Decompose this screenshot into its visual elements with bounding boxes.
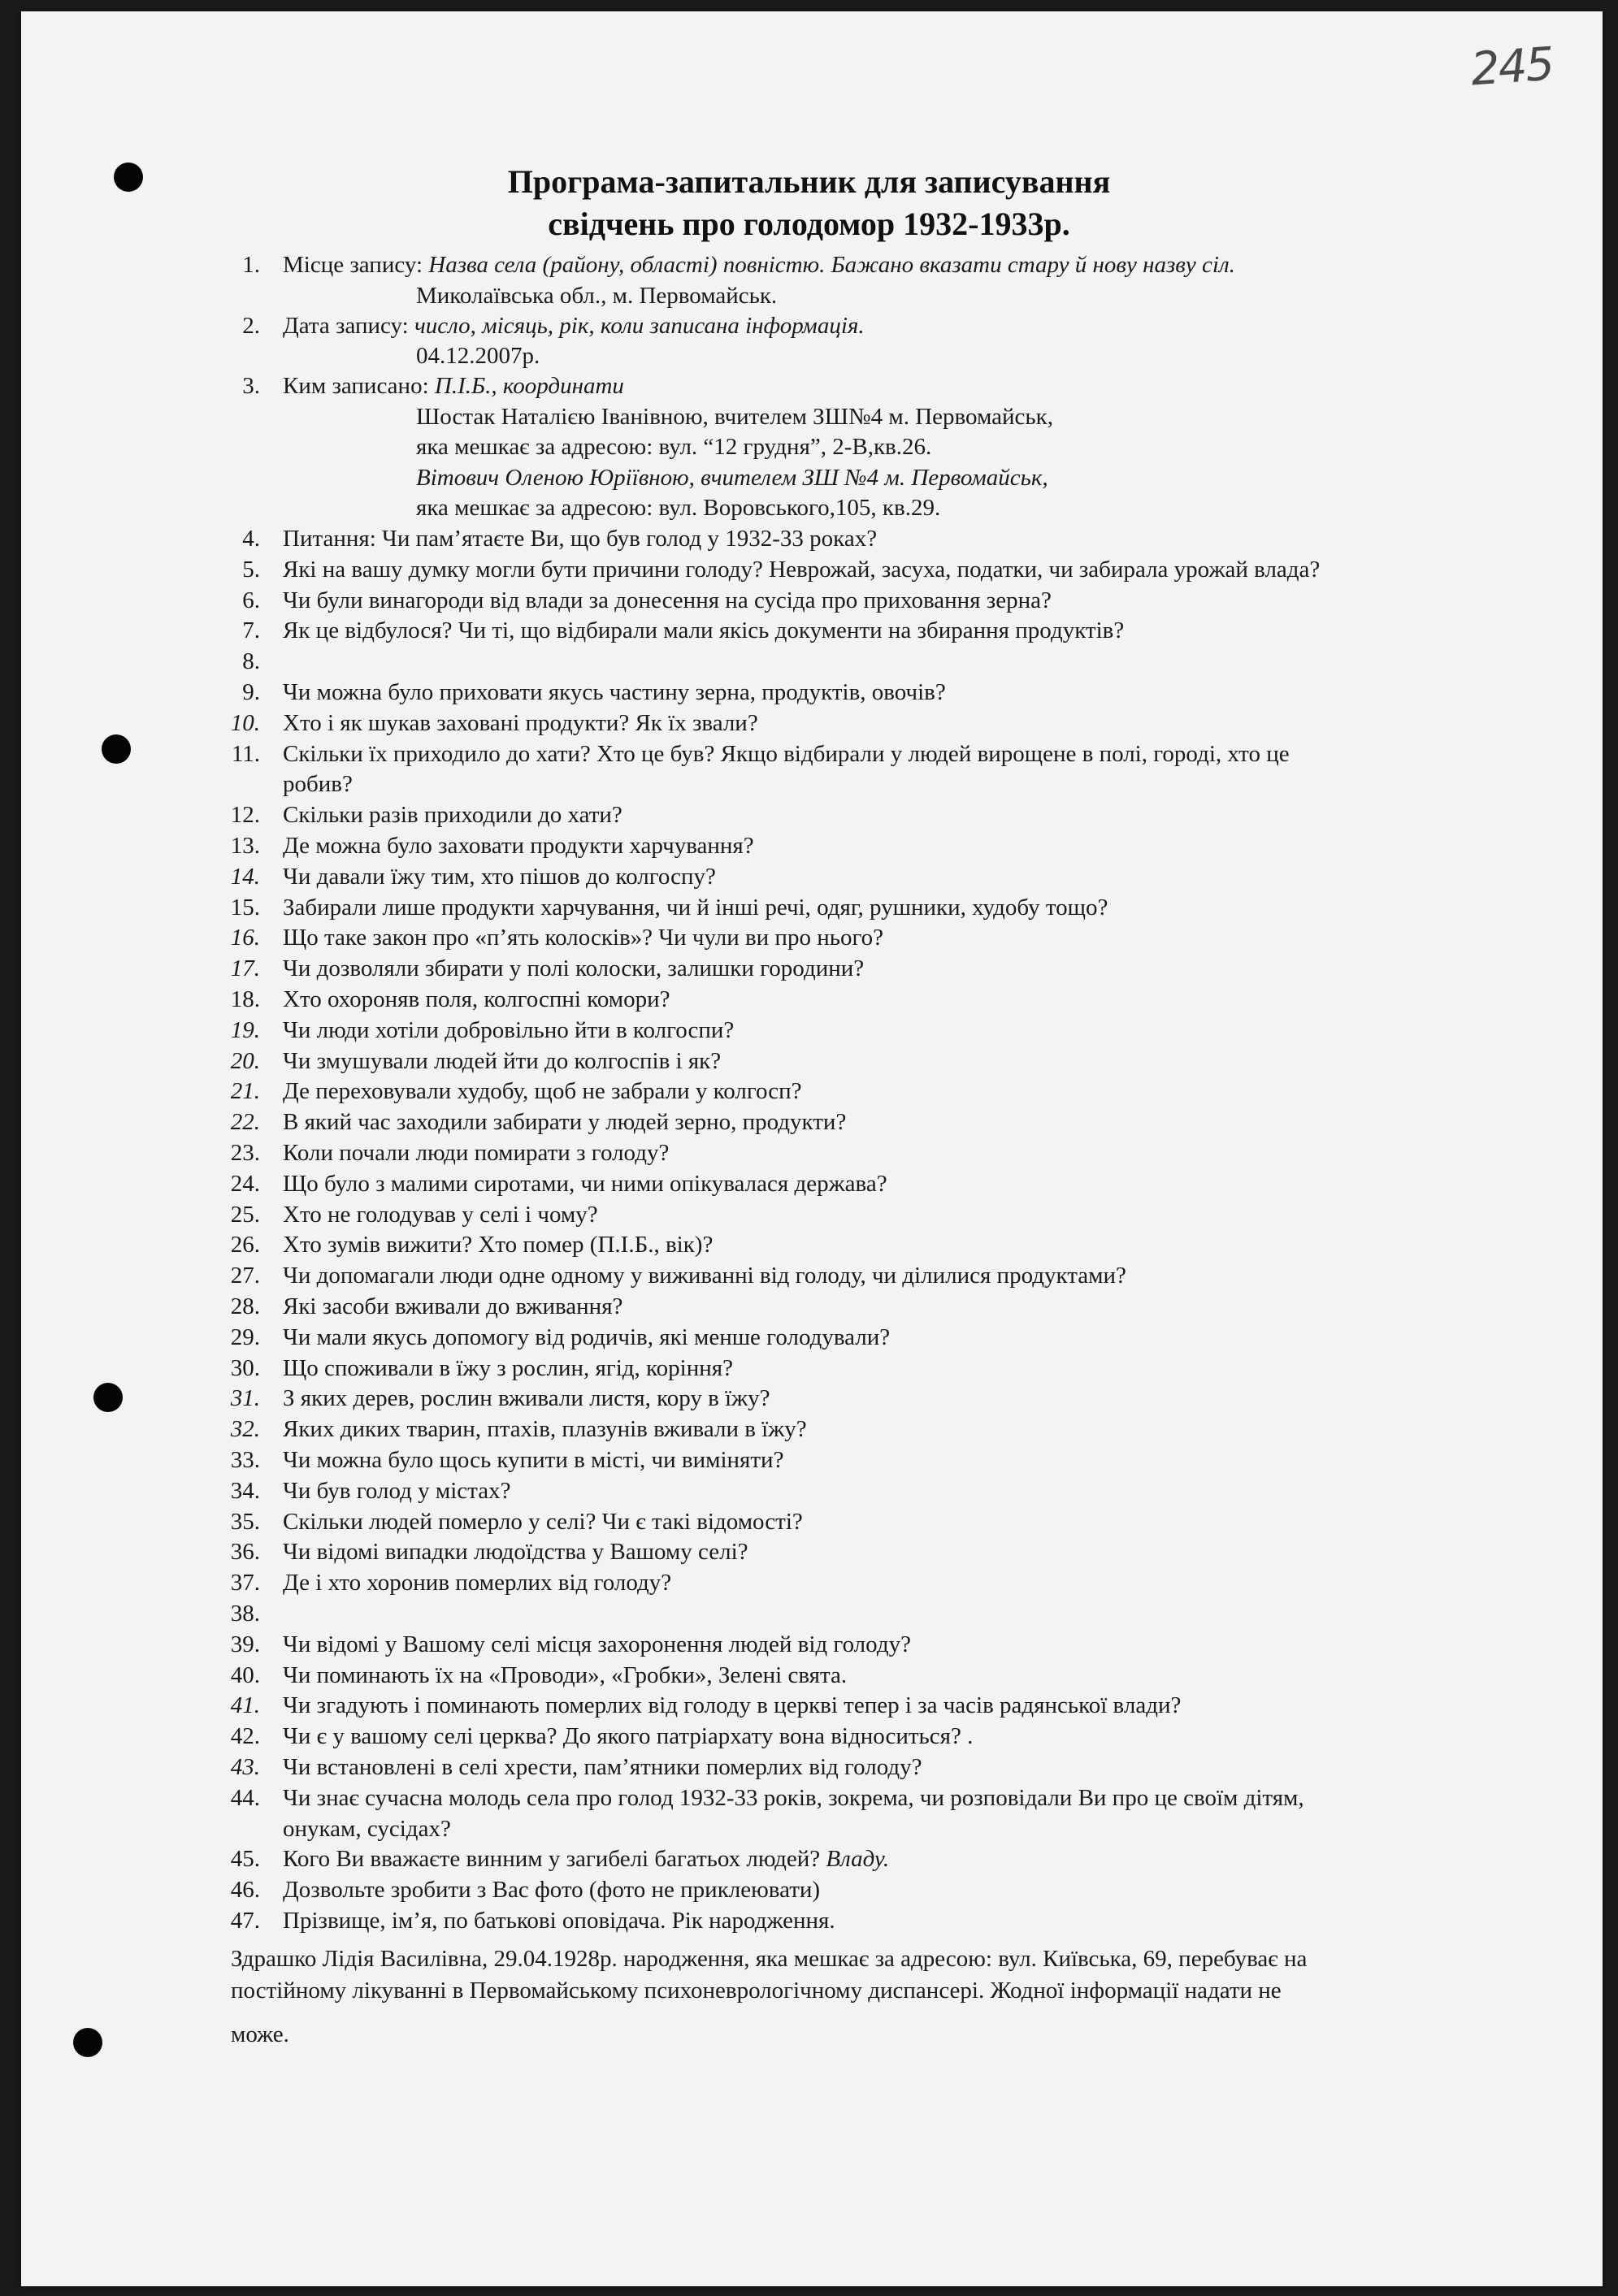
question-text-main: Чи люди хотіли добровільно йти в колгоспи? — [283, 1016, 735, 1043]
question-text — [283, 1322, 890, 1353]
question-text-main: Скільки разів приходили до хати? — [283, 802, 622, 829]
question-number: 36. — [230, 1539, 260, 1566]
question-number: 7. — [242, 617, 260, 644]
question-number: 47. — [230, 1908, 260, 1934]
question-text-main: Чи дозволяли збирати у полі колоски, залишки городини? — [283, 955, 865, 982]
question-number: 27. — [230, 1263, 260, 1289]
question-text-main: Що споживали в їжу з рослин, ягід, коріння? — [283, 1354, 733, 1381]
question-text-continuation: робив? — [283, 771, 353, 798]
question-number: 34. — [230, 1477, 260, 1504]
question-text-main: Чи допомагали люди одне одному у виживанні від голоду, чи ділилися продуктами? — [283, 1263, 1126, 1289]
item-number: 2. — [242, 313, 260, 339]
question-text — [283, 1536, 748, 1567]
item-number: 3. — [242, 373, 260, 399]
question-text-main: Чи мали якусь допомогу від родичів, які менше голодували? — [283, 1323, 891, 1350]
question-text — [283, 799, 622, 830]
question-text — [283, 708, 758, 739]
question-text — [283, 953, 864, 984]
recorder-line: Шостак Наталією Іванівною, вчителем ЗШ№4 м. Первомайськ, — [416, 404, 1053, 430]
question-text — [283, 554, 1320, 585]
question-text — [283, 1475, 510, 1506]
question-number: 19. — [230, 1016, 260, 1043]
question-text — [283, 1874, 820, 1905]
question-text-main: Яких диких тварин, птахів, плазунів вживали в їжу? — [283, 1416, 807, 1443]
question-number: 18. — [230, 986, 260, 1012]
question-text-main: Кого Ви вважаєте винним у загибелі багатьох людей? — [283, 1846, 826, 1873]
question-number: 15. — [230, 894, 260, 921]
question-text-main: Прізвище, ім’я, по батькові оповідача. Рік народження. — [283, 1908, 835, 1934]
question-text — [283, 1168, 887, 1199]
question-number: 16. — [230, 925, 260, 951]
question-text-main: Чи можна було приховати якусь частину зерна, продуктів, овочів? — [283, 679, 946, 705]
item-label: Місце запису: — [283, 252, 429, 278]
question-text-main: Коли почали люди помирати з голоду? — [283, 1140, 670, 1166]
item-label: Дата запису: — [283, 313, 414, 339]
question-number: 35. — [230, 1508, 260, 1535]
question-number: 22. — [230, 1109, 260, 1136]
question-number: 4. — [242, 526, 260, 552]
question-text — [283, 1721, 973, 1752]
recorder-line: яка мешкає за адресою: вул. “12 грудня”, 2-В,кв.26. — [416, 434, 932, 460]
question-text — [283, 1414, 807, 1445]
question-text — [283, 677, 946, 708]
question-text-main: Чи відомі у Вашому селі місця захоронення людей від голоду? — [283, 1631, 911, 1657]
question-text — [283, 830, 754, 861]
question-number: 6. — [242, 587, 260, 613]
closing-text-line: постійному лікуванні в Первомайському психоневрологічному диспансері. Жодної інформації надати не — [231, 1978, 1282, 2004]
question-text — [283, 523, 877, 554]
question-text-main: Які на вашу думку могли бути причини голоду? Неврожай, засуха, податки, чи забирала урожай влада? — [283, 556, 1321, 583]
question-text — [283, 1905, 835, 1936]
question-text-main: Що таке закон про «п’ять колосків»? Чи чули ви про нього? — [283, 925, 883, 951]
question-text-main: Які засоби вживали до вживання? — [283, 1293, 623, 1319]
closing-text-line: Здрашко Лідія Василівна, 29.04.1928р. народження, яка мешкає за адресою: вул. Київська, 69, перебуває на — [231, 1946, 1308, 1972]
header-item-record-place — [283, 249, 1235, 280]
question-text — [283, 1660, 847, 1691]
question-text-main: Хто не голодував у селі і чому? — [283, 1201, 598, 1228]
question-number: 9. — [242, 679, 260, 705]
item-value: Миколаївська обл., м. Первомайськ. — [416, 283, 778, 309]
document-title-line1: Програма-запитальник для записування — [507, 163, 1111, 200]
question-text-main: Де переховували худобу, щоб не забрали у колгосп? — [283, 1078, 802, 1105]
page-number: 245 — [1468, 37, 1555, 97]
question-text — [283, 1783, 1304, 1813]
question-text-main: Чи були винагороди від влади за донесення на сусіда про приховання зерна? — [283, 587, 1052, 613]
question-number: 17. — [230, 955, 260, 982]
question-text — [283, 1046, 721, 1077]
question-text — [283, 861, 716, 892]
question-number: 12. — [230, 802, 260, 829]
question-text-main: Чи змушували людей йти до колгоспів і як? — [283, 1047, 722, 1074]
question-text — [283, 1629, 911, 1660]
item-hint: число, місяць, рік, коли записана інформація. — [414, 313, 865, 339]
question-text-main: Де і хто хоронив померлих від голоду? — [283, 1570, 672, 1596]
question-number: 46. — [230, 1877, 260, 1904]
question-number: 25. — [230, 1201, 260, 1228]
question-text — [283, 1107, 846, 1137]
question-text-main: Чи поминають їх на «Проводи», «Гробки», Зелені свята. — [283, 1661, 848, 1688]
question-text — [283, 1199, 598, 1230]
question-text-main: Чи можна було щось купити в місті, чи виміняти? — [283, 1447, 784, 1473]
item-label: Ким записано: — [283, 373, 435, 399]
question-text — [283, 1137, 669, 1168]
question-text — [283, 1843, 889, 1874]
question-number: 30. — [230, 1354, 260, 1381]
item-hint: П.І.Б., координати — [434, 373, 624, 399]
header-item-recorded-by — [283, 370, 624, 401]
question-text — [283, 1015, 734, 1046]
question-text — [283, 739, 1290, 769]
question-number: 10. — [230, 709, 260, 736]
question-number: 14. — [230, 863, 260, 890]
question-number: 38. — [230, 1601, 260, 1627]
question-text-main: Як це відбулося? Чи ті, що відбирали мали якісь документи на збирання продуктів? — [283, 617, 1125, 644]
question-number: 44. — [230, 1784, 260, 1811]
question-text-main: Дозвольте зробити з Вас фото (фото не приклеювати) — [283, 1877, 821, 1904]
question-text — [283, 1076, 802, 1107]
question-text — [283, 1567, 671, 1598]
question-number: 20. — [230, 1047, 260, 1074]
question-text — [283, 1506, 803, 1537]
question-number: 29. — [230, 1323, 260, 1350]
question-number: 11. — [231, 740, 260, 767]
question-number: 42. — [230, 1723, 260, 1750]
question-text — [283, 1383, 770, 1414]
question-text-main: Скільки людей померло у селі? Чи є такі відомості? — [283, 1508, 803, 1535]
question-text-main: Питання: Чи пам’ятаєте Ви, що був голод у 1932-33 роках? — [283, 526, 878, 552]
recorder-line: Вітович Оленою Юріївною, вчителем ЗШ №4 м. Первомайськ, — [416, 465, 1048, 491]
question-text-main: Чи давали їжу тим, хто пішов до колгоспу? — [283, 863, 716, 890]
question-text-main: Хто і як шукав заховані продукти? Як їх звали? — [283, 709, 758, 736]
recorder-line: яка мешкає за адресою: вул. Воровського,105, кв.29. — [416, 495, 941, 521]
question-number: 8. — [242, 648, 260, 675]
question-number: 43. — [230, 1754, 260, 1780]
question-number: 24. — [230, 1170, 260, 1197]
question-text-main: В який час заходили забирати у людей зерно, продукти? — [283, 1109, 847, 1136]
question-text — [283, 922, 883, 953]
question-text — [283, 615, 1124, 646]
question-text-main: Скільки їх приходило до хати? Хто це був? Якщо відбирали у людей вирощене в полі, городі, хто це — [283, 740, 1290, 767]
question-text-main: Хто зумів вижити? Хто помер (П.І.Б., вік)? — [283, 1232, 714, 1258]
question-text — [283, 1445, 783, 1475]
question-number: 45. — [230, 1846, 260, 1873]
header-item-record-date — [283, 310, 865, 341]
question-text-continuation: онукам, сусідах? — [283, 1815, 451, 1842]
question-text-main: Де можна було заховати продукти харчування? — [283, 833, 754, 859]
question-text-main: Чи згадують і поминають померлих від голоду в церкві тепер і за часів радянської влади? — [283, 1692, 1182, 1719]
question-number: 5. — [242, 556, 260, 583]
question-text-main: Чи був голод у містах? — [283, 1477, 511, 1504]
question-number: 23. — [230, 1140, 260, 1166]
question-text-main: Чи є у вашому селі церква? До якого патріархату вона відноситься? . — [283, 1723, 974, 1750]
item-number: 1. — [242, 252, 260, 278]
question-number: 28. — [230, 1293, 260, 1319]
question-text-main: Забирали лише продукти харчування, чи й інші речі, одяг, рушники, худобу тощо? — [283, 894, 1108, 921]
question-number: 33. — [230, 1447, 260, 1473]
question-number: 37. — [230, 1570, 260, 1596]
question-text — [283, 1353, 733, 1384]
item-hint: Назва села (району, області) повністю. Бажано вказати стару й нову назву сіл. — [428, 252, 1235, 278]
question-number: 41. — [230, 1692, 260, 1719]
question-text-main: Що було з малими сиротами, чи ними опікувалася держава? — [283, 1170, 887, 1197]
question-number: 26. — [230, 1232, 260, 1258]
question-number: 31. — [230, 1385, 260, 1412]
question-answer: Владу. — [826, 1846, 890, 1873]
document-title-line2: свідчень про голодомор 1932-1933р. — [548, 206, 1070, 242]
question-text — [283, 984, 670, 1015]
question-text-main: Чи встановлені в селі хрести, пам’ятники померлих від голоду? — [283, 1754, 922, 1780]
question-text — [283, 1291, 622, 1322]
question-number: 32. — [230, 1416, 260, 1443]
question-text-main: Чи знає сучасна молодь села про голод 1932-33 років, зокрема, чи розповідали Ви про це своїм дітям, — [283, 1784, 1304, 1811]
question-number: 13. — [230, 833, 260, 859]
question-text — [283, 1229, 713, 1260]
question-number: 40. — [230, 1661, 260, 1688]
question-text — [283, 1752, 922, 1783]
closing-text-line: може. — [231, 2021, 289, 2047]
question-text — [283, 892, 1108, 923]
question-number: 39. — [230, 1631, 260, 1657]
question-text-main: Чи відомі випадки людоїдства у Вашому селі? — [283, 1539, 748, 1566]
question-number: 21. — [230, 1078, 260, 1105]
item-value: 04.12.2007р. — [416, 343, 540, 369]
question-text-main: Хто охороняв поля, колгоспні комори? — [283, 986, 670, 1012]
question-text-main: З яких дерев, рослин вживали листя, кору в їжу? — [283, 1385, 770, 1412]
question-text — [283, 1260, 1126, 1291]
question-text — [283, 585, 1052, 616]
question-text — [283, 1690, 1181, 1721]
